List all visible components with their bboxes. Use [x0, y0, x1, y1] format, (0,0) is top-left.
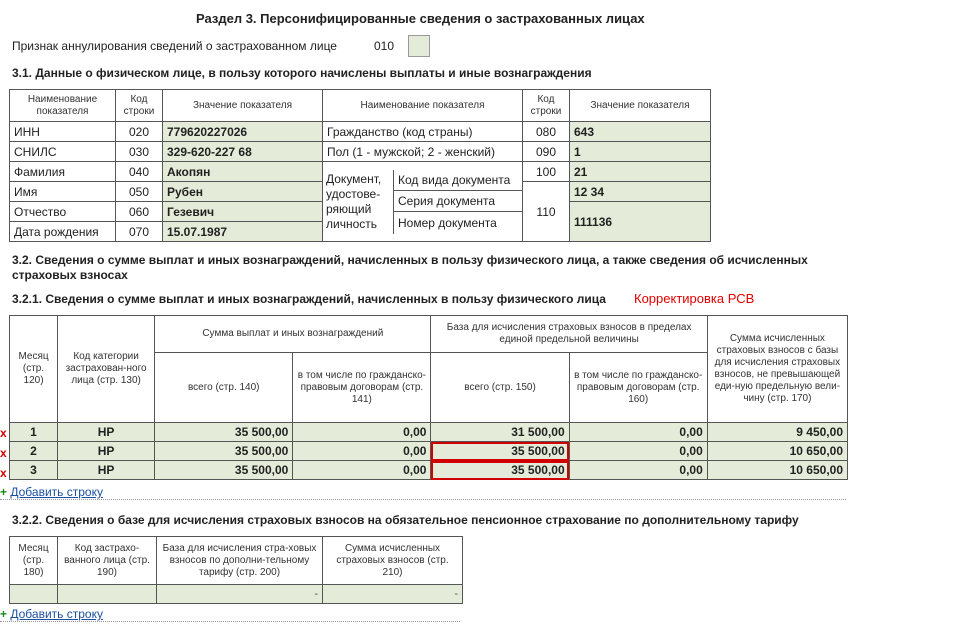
patronymic-field[interactable]: Гезевич [163, 202, 323, 222]
field-label-birthdate: Дата рождения [10, 222, 116, 242]
birthdate-field[interactable]: 15.07.1987 [163, 222, 323, 242]
page-title: Раздел 3. Персонифицированные сведения о застрахованных лицах [196, 11, 645, 26]
delete-row-icon[interactable]: x [0, 426, 7, 440]
section-3-2-2-heading: 3.2.2. Сведения о базе для исчисления страховых взносов на обязательное пенсионное страхование по дополнительному тарифу [12, 513, 799, 527]
base-200-cell[interactable]: - [157, 585, 323, 604]
field-code-citizenship: 080 [523, 122, 570, 142]
delete-row-icon[interactable]: x [0, 446, 7, 460]
doc-number-field[interactable]: 111136 [570, 202, 711, 242]
plus-icon: + [0, 607, 8, 621]
header-month-180: Месяц (стр. 180) [10, 537, 58, 585]
annulment-label: Признак аннулирования сведений о застрахованном лице [12, 39, 337, 53]
total-150-cell-highlighted[interactable]: 35 500,00 [431, 461, 569, 480]
table-row [10, 442, 848, 461]
inn-field[interactable]: 779620227026 [163, 122, 323, 142]
field-label-doc-type: Код вида документа [394, 170, 522, 191]
plus-icon: + [0, 485, 8, 499]
section-3-1-heading: 3.1. Данные о физическом лице, в пользу которого начислены выплаты и иные вознаграждения [12, 66, 592, 80]
name-field[interactable]: Рубен [163, 182, 323, 202]
field-code-doc-type: 100 [523, 162, 570, 182]
add-row-bar [0, 485, 846, 500]
field-label-patronymic: Отчество [10, 202, 116, 222]
header-contributions: Сумма исчисленных страховых взносов с базы для исчисления страховых взносов, не превышающей еди-ную предельную вели-чину (стр. 170) [707, 316, 847, 423]
field-code-name: 050 [116, 182, 163, 202]
header-code-190: Код застрахо-ванного лица (стр. 190) [58, 537, 157, 585]
citizenship-field[interactable]: 643 [570, 122, 711, 142]
header-total-150: всего (стр. 150) [431, 353, 569, 423]
add-row-link[interactable]: Добавить строку [10, 485, 103, 499]
header-name-left: Наименование показателя [10, 90, 116, 122]
header-code-right: Код строки [523, 90, 570, 122]
surname-field[interactable]: Акопян [163, 162, 323, 182]
section-3-2-heading: 3.2. Сведения о сумме выплат и иных вознаграждений, начисленных в пользу физического лица, а также сведения об исчисленных страховых взносах [12, 253, 808, 282]
total-150-cell[interactable]: 31 500,00 [431, 423, 569, 442]
snils-field[interactable]: 329-620-227 68 [163, 142, 323, 162]
header-base-200: База для исчисления стра-ховых взносов по дополни-тельному тарифу (стр. 200) [157, 537, 323, 585]
annulment-code: 010 [374, 39, 395, 53]
field-code-patronymic: 060 [116, 202, 163, 222]
civil-141-cell[interactable]: 0,00 [293, 442, 431, 461]
doc-series-field[interactable]: 12 34 [570, 182, 711, 202]
civil-141-cell[interactable]: 0,00 [293, 461, 431, 480]
annulment-checkbox[interactable] [408, 35, 430, 57]
civil-141-cell[interactable]: 0,00 [293, 423, 431, 442]
section-3-2-1-heading: 3.2.1. Сведения о сумме выплат и иных вознаграждений, начисленных в пользу физического лица [12, 292, 606, 306]
civil-160-cell[interactable]: 0,00 [569, 461, 707, 480]
category-cell[interactable]: НР [58, 461, 155, 480]
field-label-doc-number: Номер документа [398, 215, 497, 230]
person-data-table [9, 89, 711, 242]
month-180-cell[interactable] [10, 585, 58, 604]
header-civil-160: в том числе по гражданско-правовым договорам (стр. 160) [569, 353, 707, 423]
header-base: База для исчисления страховых взносов в пределах единой предельной величины [431, 316, 707, 353]
total-140-cell[interactable]: 35 500,00 [155, 442, 293, 461]
field-code-doc-series-number: 110 [523, 182, 570, 242]
correction-note: Корректировка РСВ [634, 291, 755, 306]
contrib-170-cell[interactable]: 10 650,00 [707, 442, 847, 461]
total-140-cell[interactable]: 35 500,00 [155, 423, 293, 442]
contrib-170-cell[interactable]: 9 450,00 [707, 423, 847, 442]
code-190-cell[interactable] [58, 585, 157, 604]
field-label-citizenship: Гражданство (код страны) [323, 122, 523, 142]
field-label-surname: Фамилия [10, 162, 116, 182]
header-payments: Сумма выплат и иных вознаграждений [155, 316, 431, 353]
payments-table [9, 315, 848, 480]
header-month: Месяц (стр. 120) [10, 316, 58, 423]
header-total-140: всего (стр. 140) [155, 353, 293, 423]
field-code-birthdate: 070 [116, 222, 163, 242]
field-code-snils: 030 [116, 142, 163, 162]
category-cell[interactable]: НР [58, 442, 155, 461]
header-value-right: Значение показателя [570, 90, 711, 122]
table-row [10, 423, 848, 442]
field-code-inn: 020 [116, 122, 163, 142]
header-civil-141: в том числе по гражданско-правовым договорам (стр. 141) [293, 353, 431, 423]
field-code-sex: 090 [523, 142, 570, 162]
civil-160-cell[interactable]: 0,00 [569, 442, 707, 461]
contrib-170-cell[interactable]: 10 650,00 [707, 461, 847, 480]
civil-160-cell[interactable]: 0,00 [569, 423, 707, 442]
field-label-doc-series: Серия документа [394, 191, 522, 212]
field-label-snils: СНИЛС [10, 142, 116, 162]
field-label-inn: ИНН [10, 122, 116, 142]
doc-group-label: Документ, удостове-ряющий личность [323, 170, 394, 234]
sex-field[interactable]: 1 [570, 142, 711, 162]
total-140-cell[interactable]: 35 500,00 [155, 461, 293, 480]
table-row [10, 585, 463, 604]
doc-type-field[interactable]: 21 [570, 162, 711, 182]
total-150-cell-highlighted[interactable]: 35 500,00 [431, 442, 569, 461]
header-code-left: Код строки [116, 90, 163, 122]
month-cell[interactable]: 2 [10, 442, 58, 461]
category-cell[interactable]: НР [58, 423, 155, 442]
field-code-surname: 040 [116, 162, 163, 182]
add-row-link-2[interactable]: Добавить строку [10, 607, 103, 621]
sum-210-cell[interactable]: - [323, 585, 463, 604]
delete-row-icon[interactable]: x [0, 466, 7, 480]
additional-tariff-table [9, 536, 463, 604]
doc-group [323, 162, 523, 242]
table-row [10, 461, 848, 480]
header-category: Код категории застрахован-ного лица (стр. 130) [58, 316, 155, 423]
header-name-right: Наименование показателя [323, 90, 523, 122]
header-value-left: Значение показателя [163, 90, 323, 122]
month-cell[interactable]: 1 [10, 423, 58, 442]
month-cell[interactable]: 3 [10, 461, 58, 480]
field-label-sex: Пол (1 - мужской; 2 - женский) [323, 142, 523, 162]
add-row-bar-2 [0, 607, 460, 622]
field-label-name: Имя [10, 182, 116, 202]
header-sum-210: Сумма исчисленных страховых взносов (стр. 210) [323, 537, 463, 585]
